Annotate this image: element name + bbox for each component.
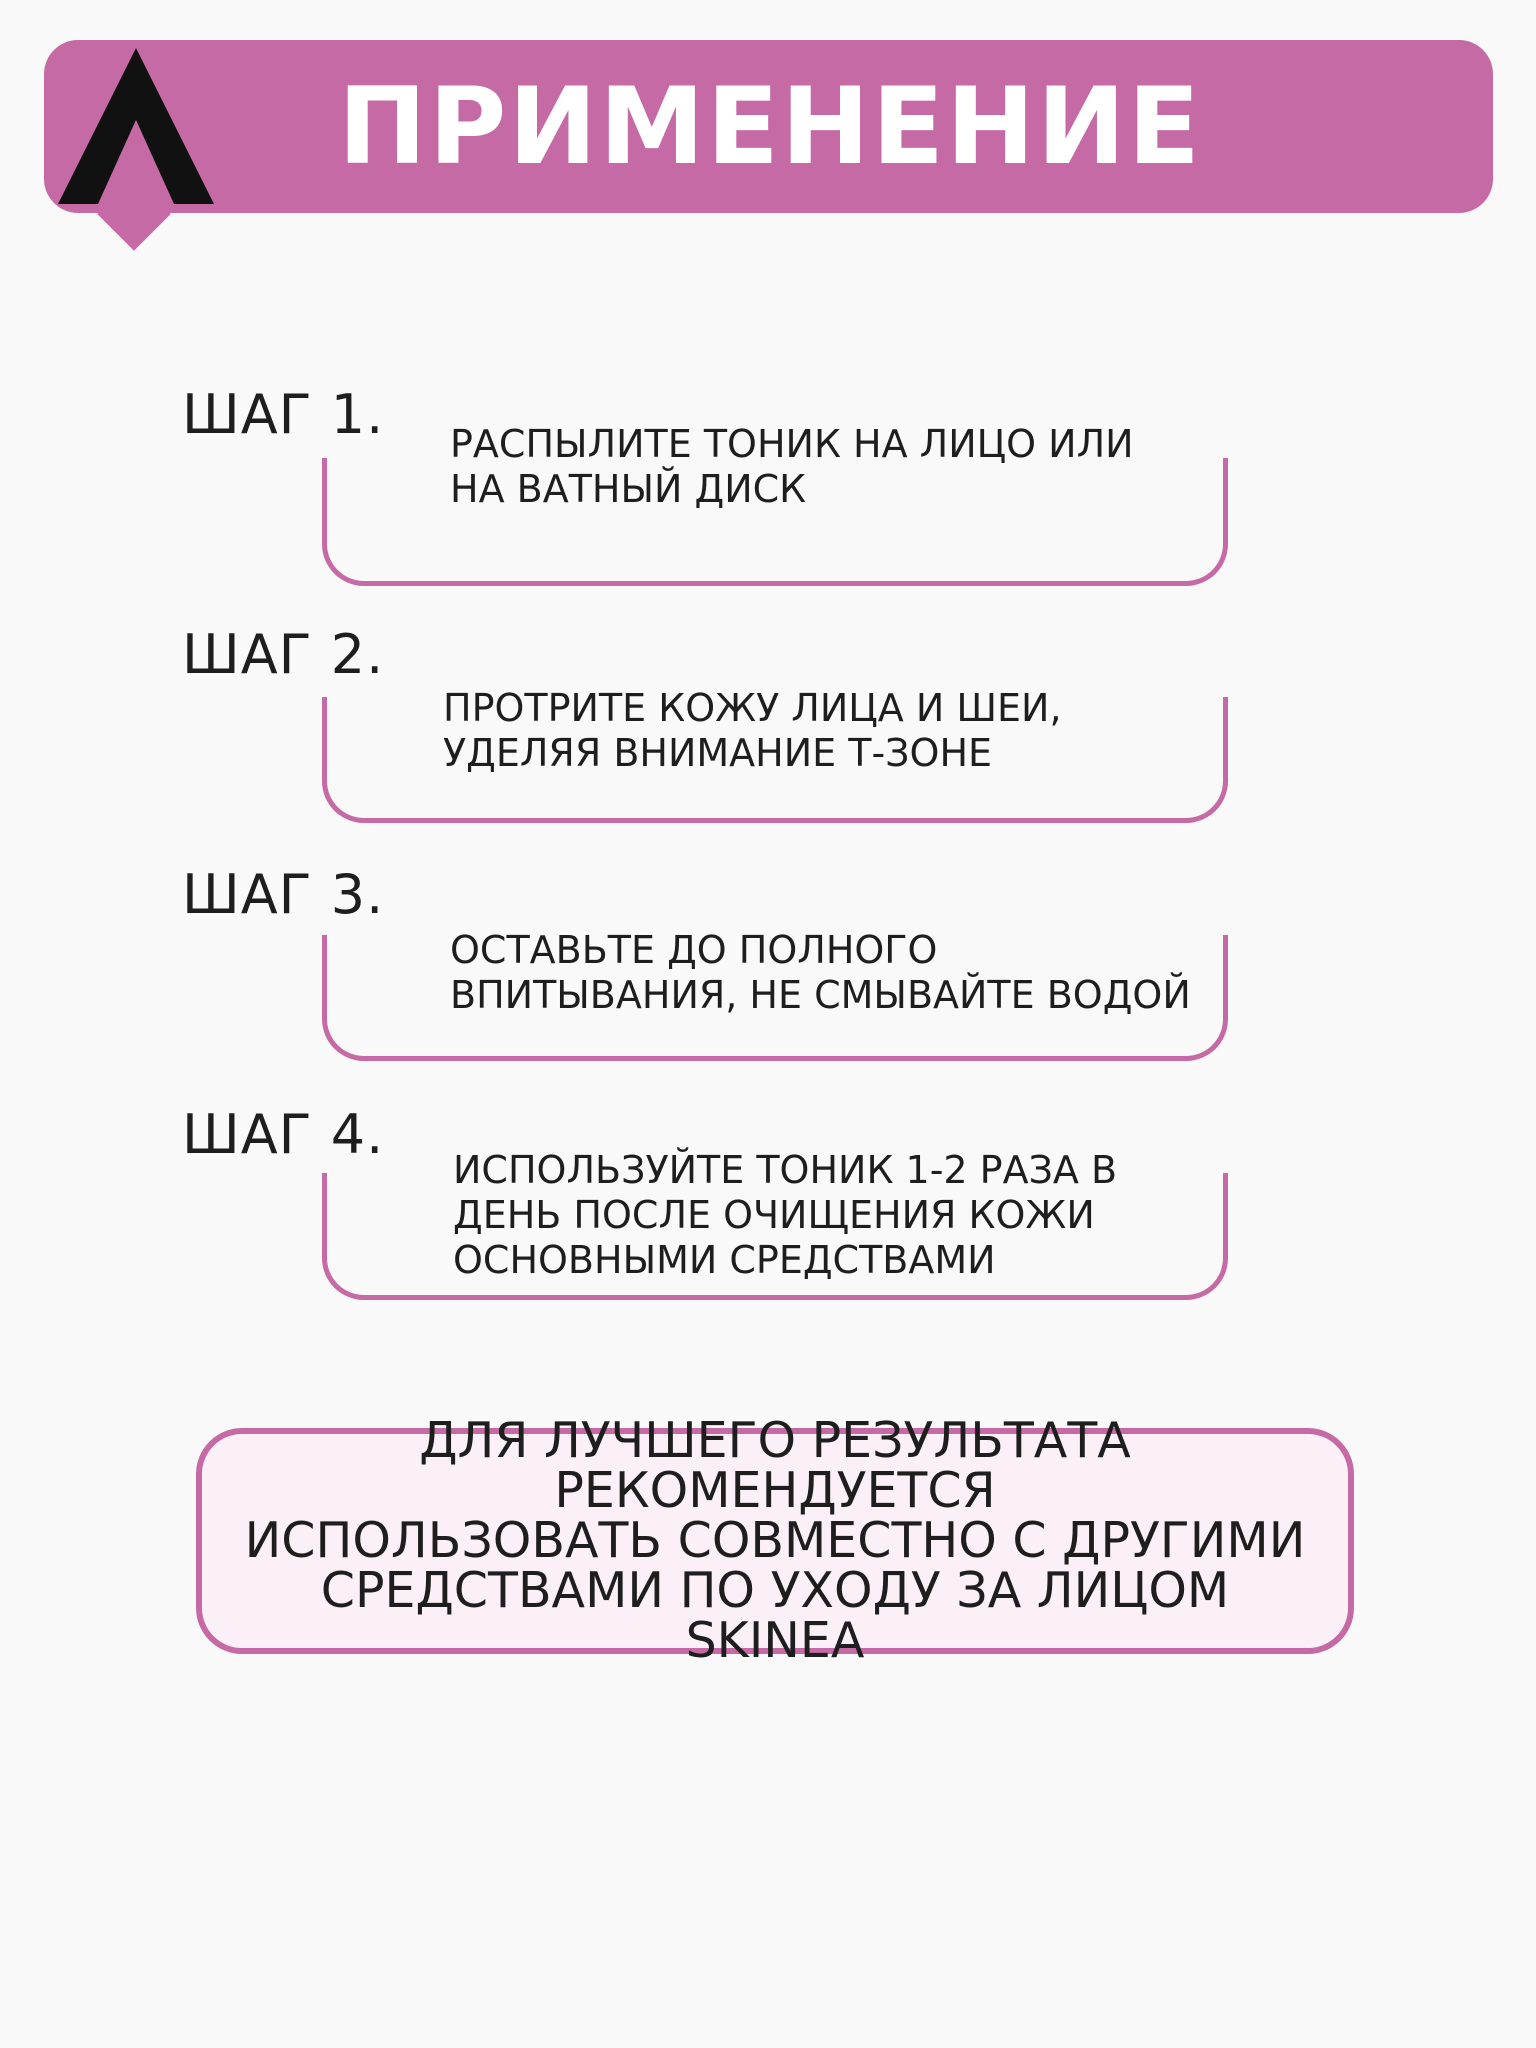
recommendation-text: ДЛЯ ЛУЧШЕГО РЕЗУЛЬТАТА РЕКОМЕНДУЕТСЯ ИСПОЛЬЗОВАТЬ СОВМЕСТНО С ДРУГИМИ СРЕДСТВАМИ ПО УХОДУ ЗА ЛИЦОМ SKINEA [244, 1412, 1306, 1669]
step-1-text: РАСПЫЛИТЕ ТОНИК НА ЛИЦО ИЛИ НА ВАТНЫЙ ДИСК [450, 422, 1134, 511]
step-2-text: ПРОТРИТЕ КОЖУ ЛИЦА И ШЕИ, УДЕЛЯЯ ВНИМАНИЕ Т-ЗОНЕ [443, 686, 1062, 775]
step-4-label: ШАГ 4. [182, 1103, 385, 1166]
step-1-label: ШАГ 1. [182, 383, 385, 446]
recommendation-box [196, 1412, 1354, 1669]
step-4-text: ИСПОЛЬЗУЙТЕ ТОНИК 1-2 РАЗА В ДЕНЬ ПОСЛЕ ОЧИЩЕНИЯ КОЖИ ОСНОВНЫМИ СРЕДСТВАМИ [453, 1148, 1118, 1282]
step-3-label: ШАГ 3. [182, 863, 385, 926]
page-title: ПРИМЕНЕНИЕ [338, 65, 1202, 188]
step-3-text: ОСТАВЬТЕ ДО ПОЛНОГО ВПИТЫВАНИЯ, НЕ СМЫВАЙТЕ ВОДОЙ [450, 928, 1191, 1017]
step-2-label: ШАГ 2. [182, 623, 385, 686]
triangle-logo-icon [56, 46, 216, 206]
